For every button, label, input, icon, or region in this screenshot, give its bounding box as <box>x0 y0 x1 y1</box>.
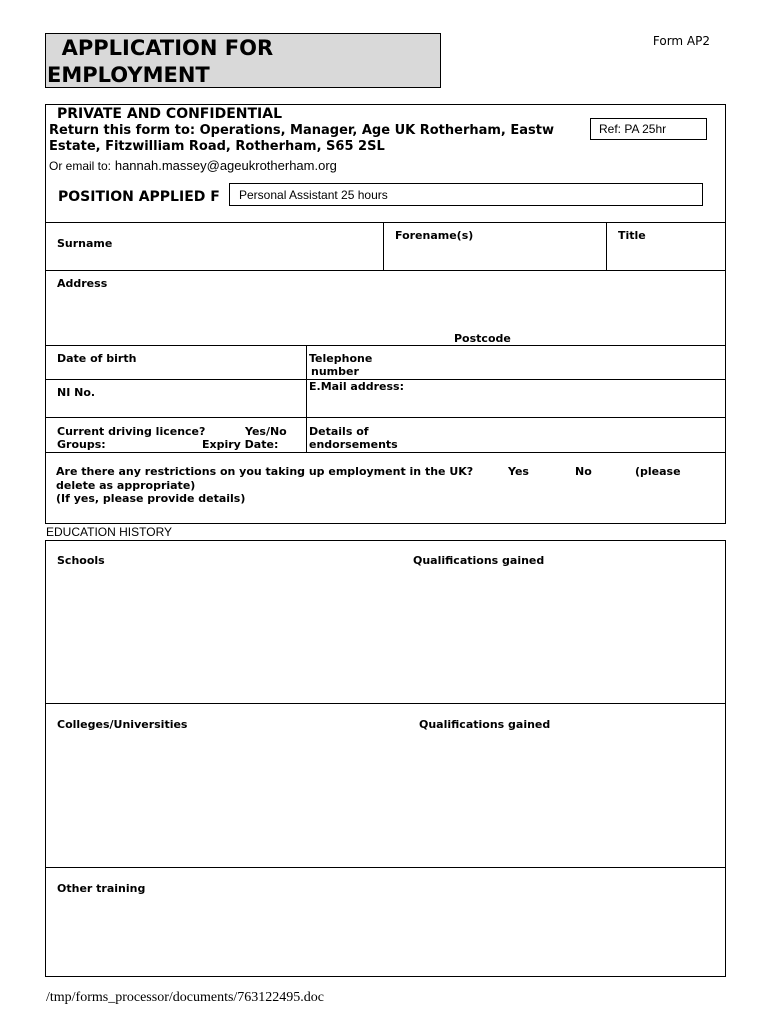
telephone-label-2: number <box>311 365 359 378</box>
ni-label: NI No. <box>57 386 96 399</box>
form-title-line1: APPLICATION FOR <box>47 36 274 60</box>
title-label: Title <box>618 229 646 242</box>
groups-label: Groups: <box>57 438 106 451</box>
education-history-title: EDUCATION HISTORY <box>46 525 173 539</box>
row-divider <box>45 345 726 346</box>
restrictions-details-note: (If yes, please provide details) <box>56 492 246 505</box>
restrictions-yes: Yes <box>508 465 529 478</box>
return-address-line2: Estate, Fitzwilliam Road, Rotherham, S65 2SL <box>49 139 385 154</box>
col-divider <box>383 222 384 270</box>
schools-label: Schools <box>57 554 105 567</box>
endorsements-label: Details of <box>309 425 369 438</box>
forenames-label: Forename(s) <box>395 229 474 242</box>
schools-qualifications-label: Qualifications gained <box>413 554 545 567</box>
position-field[interactable]: Personal Assistant 25 hours <box>229 183 703 206</box>
email-prefix: Or email to: <box>49 159 112 173</box>
form-code: Form AP2 <box>652 34 710 48</box>
row-divider <box>45 703 726 704</box>
restrictions-please: (please <box>635 465 681 478</box>
form-title-box <box>45 33 441 88</box>
surname-label: Surname <box>57 237 113 250</box>
yes-no-label: Yes/No <box>245 425 287 438</box>
dob-label: Date of birth <box>57 352 137 365</box>
education-frame <box>45 540 726 977</box>
restrictions-no: No <box>575 465 592 478</box>
row-divider <box>45 417 726 418</box>
return-address-line1: Return this form to: Operations, Manager, Age UK Rotherham, Eastw <box>49 123 555 138</box>
other-training-label: Other training <box>57 882 146 895</box>
document-path: /tmp/forms_processor/documents/763122495.doc <box>46 990 325 1005</box>
col-divider <box>306 345 307 452</box>
form-title-line2: EMPLOYMENT <box>47 63 210 87</box>
col-divider <box>606 222 607 270</box>
position-label: POSITION APPLIED F <box>58 189 220 205</box>
email-address: hannah.massey@ageukrotherham.org <box>114 158 337 173</box>
restrictions-delete-note: delete as appropriate) <box>56 479 196 492</box>
colleges-qualifications-label: Qualifications gained <box>419 718 551 731</box>
telephone-label: Telephone <box>309 352 373 365</box>
expiry-date-label: Expiry Date: <box>202 438 279 451</box>
row-divider <box>45 222 726 223</box>
postcode-label: Postcode <box>454 332 511 345</box>
endorsements-label-2: endorsements <box>309 438 398 451</box>
row-divider <box>45 270 726 271</box>
email-address-label: E.Mail address: <box>309 380 404 393</box>
email-line <box>49 158 337 173</box>
address-label: Address <box>57 277 108 290</box>
ref-field[interactable]: Ref: PA 25hr <box>590 118 707 140</box>
confidential-label: PRIVATE AND CONFIDENTIAL <box>57 106 282 122</box>
colleges-label: Colleges/Universities <box>57 718 188 731</box>
restrictions-question: Are there any restrictions on you taking up employment in the UK? <box>56 465 474 478</box>
driving-licence-label: Current driving licence? <box>57 425 206 438</box>
row-divider <box>45 452 726 453</box>
row-divider <box>45 867 726 868</box>
